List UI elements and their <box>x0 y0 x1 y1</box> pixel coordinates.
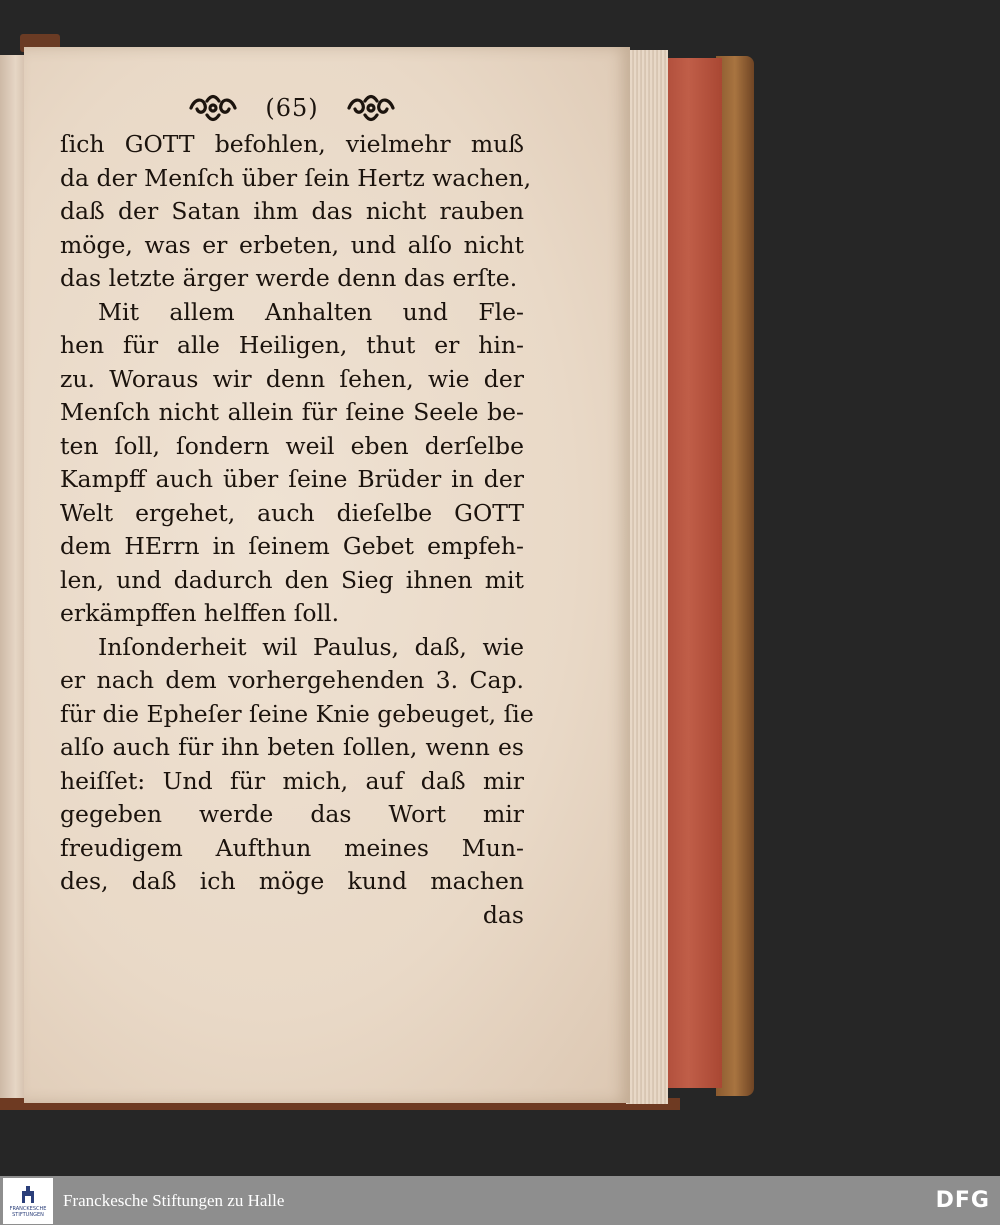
text-line: ten ſoll, ſondern weil eben derſelbe <box>60 431 524 460</box>
text-line: Menſch nicht allein für ſeine Seele be- <box>60 398 524 426</box>
text-line: zu. Woraus wir denn ſehen, wie der <box>60 364 524 393</box>
page-text <box>60 128 534 932</box>
text-line: da der Menſch über ſein Hertz wachen, <box>60 163 532 192</box>
text-line: Mit allem Anhalten und Fle- <box>98 297 524 326</box>
text-line: len, und dadurch den Sieg ihnen mit <box>60 565 524 594</box>
text-line: alſo auch für ihn beten ſollen, wenn es <box>60 733 524 761</box>
text-line: das letzte ärger werde denn das erſte. <box>60 264 518 292</box>
page-header <box>62 88 522 128</box>
red-fore-edge <box>666 58 722 1088</box>
logo-caption <box>10 1206 47 1218</box>
franckesche-logo-icon <box>18 1183 38 1205</box>
text-line: für die Epheſer ſeine Knie gebeuget, ſie <box>60 699 534 728</box>
catchword: das <box>482 900 524 929</box>
text-line: gegeben werde das Wort mir <box>60 800 524 828</box>
institution-name: Franckesche Stiftungen zu Halle <box>63 1190 285 1210</box>
dfg-logo[interactable]: DFG <box>935 1188 990 1213</box>
text-line: er nach dem vorhergehenden 3. Cap. <box>60 666 524 694</box>
text-line: des, daß ich möge kund machen <box>60 867 524 895</box>
text-line: möge, was er erbeten, und alſo nicht <box>60 230 524 259</box>
text-line: hen für alle Heiligen, thut er hin- <box>60 331 524 359</box>
text-line: ſich GOTT befohlen, vielmehr muß <box>60 130 524 158</box>
logo-caption-line: STIFTUNGEN <box>12 1212 44 1218</box>
page-number: (65) <box>265 94 319 122</box>
text-line: dem HErrn in ſeinem Gebet empfeh- <box>60 532 524 560</box>
page-stack-edges <box>626 50 668 1104</box>
left-page-edge <box>0 55 27 1105</box>
text-line: erkämpffen helffen ſoll. <box>60 599 340 627</box>
fleuron-right-icon <box>345 93 397 123</box>
text-line: freudigem Aufthun meines Mun- <box>60 833 524 862</box>
text-line: heiſſet: Und für mich, auf daß mir <box>60 766 524 795</box>
viewer-footer-bar <box>0 1176 1000 1225</box>
institution-logo[interactable] <box>3 1178 53 1224</box>
text-line: Inſonderheit wil Paulus, daß, wie <box>98 632 524 661</box>
fleuron-left-icon <box>187 93 239 123</box>
text-line: daß der Satan ihm das nicht rauben <box>60 197 524 225</box>
text-line: Welt ergehet, auch dieſelbe GOTT <box>60 498 524 527</box>
logo-caption-line: FRANCKESCHE <box>9 1206 47 1212</box>
text-line: Kampff auch über ſeine Brüder in der <box>60 465 524 493</box>
